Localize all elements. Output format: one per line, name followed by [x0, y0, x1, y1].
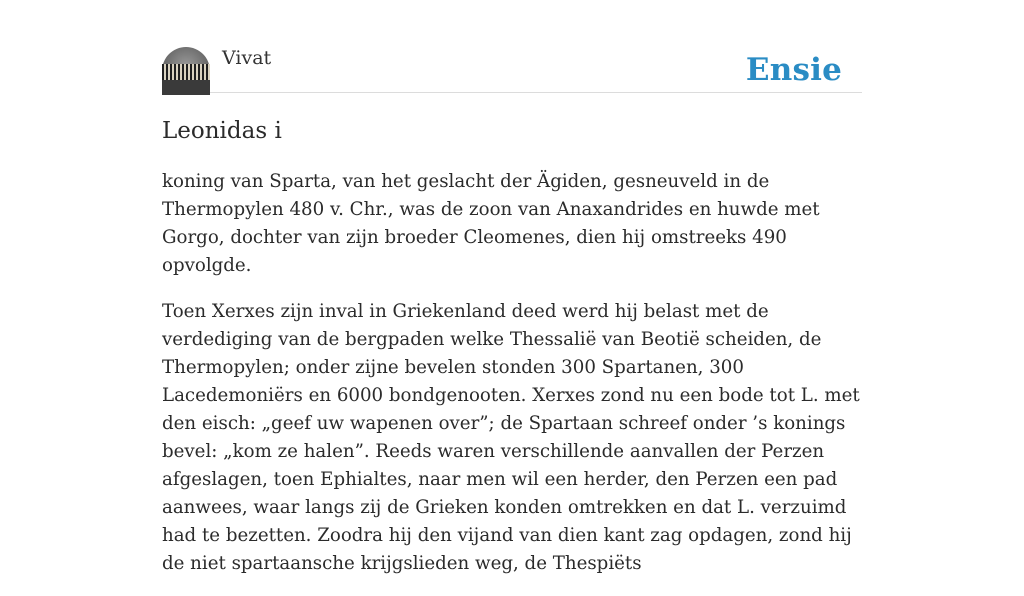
author-name[interactable]: Vivat: [222, 47, 272, 69]
avatar-image-base: [162, 80, 210, 95]
article-header: [162, 46, 862, 93]
article-paragraph: koning van Sparta, van het geslacht der Ägiden, gesneuveld in de Thermopylen 480 v. Chr., was de zoon van Anaxandrides en huwde met Gorgo, dochter van zijn broeder Cleomenes, dien hij omstreeks 490 opvolgde.: [162, 171, 820, 276]
article-title: Leonidas i: [162, 118, 282, 144]
avatar-image-band: [162, 64, 210, 80]
article-body: [162, 168, 862, 596]
brand-logo[interactable]: Ensie: [745, 52, 842, 88]
article-page: [162, 0, 862, 574]
author-avatar[interactable]: [162, 47, 210, 95]
article-paragraph: Toen Xerxes zijn inval in Griekenland deed werd hij belast met de verdediging van de bergpaden welke Thessalië van Beotië scheiden, de Thermopylen; onder zijne bevelen stonden 300 Spartanen, 300 Lacedemoniërs en 6000 bondgenooten. Xerxes zond nu een bode tot L. met den eisch: „geef uw wapenen over”; de Spartaan schreef onder ’s konings bevel: „kom ze halen”. Reeds waren verschillende aanvallen der Perzen afgeslagen, toen Ephialtes, naar men wil een herder, den Perzen een pad aanwees, waar langs zij de Grieken konden omtrekken en dat L. verzuimd had te bezetten. Zoodra hij den vijand van dien kant zag opdagen, zond hij de niet spartaansche krijgslieden weg, de Thespiëts: [162, 301, 860, 574]
